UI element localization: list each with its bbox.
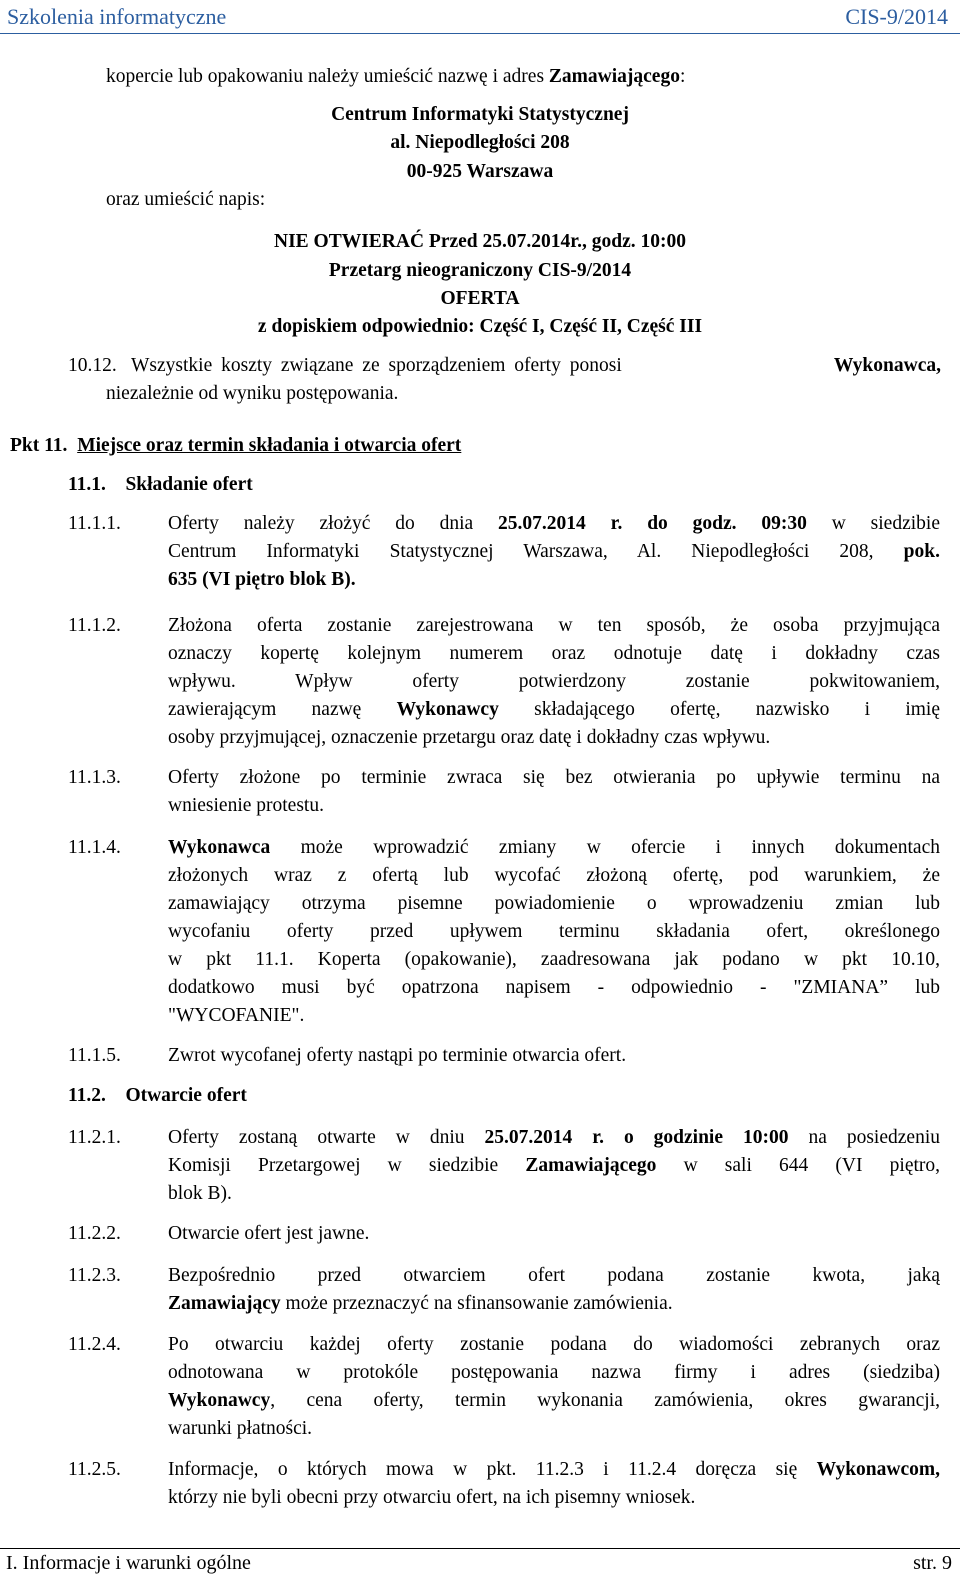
- item-line: Zwrot wycofanej oferty nastąpi po terminie otwarcia ofert.: [168, 1045, 627, 1066]
- item-line: blok B).: [168, 1183, 232, 1204]
- para-1012-line-1: Wszystkie koszty związane ze sporządzeniem oferty ponosi Wykonawca,: [131, 355, 941, 376]
- item-line: Oferty złożone po terminie zwraca się bez otwierania po upływie terminu na: [168, 767, 940, 788]
- item-number: 11.2.2.: [68, 1223, 121, 1244]
- item-text: [168, 612, 940, 752]
- item-line: osoby przyjmującej, oznaczenie przetargu oraz datę i dokładny czas wpływu.: [168, 727, 771, 748]
- item-line: wycofaniu oferty przed upływem terminu składania ofert, określonego: [168, 921, 940, 942]
- header-doc-id: CIS-9/2014: [845, 4, 948, 29]
- item-number: 11.2.1.: [68, 1127, 121, 1148]
- item-number: 11.2.3.: [68, 1265, 121, 1286]
- item-line: Wykonawca może wprowadzić zmiany w ofercie i innych dokumentach: [168, 837, 940, 858]
- item-text: [168, 510, 940, 594]
- napis-line-4: z dopiskiem odpowiednio: Część I, Część II, Część III: [257, 316, 703, 337]
- item-text: [168, 764, 940, 820]
- item-line: wniesienie protestu.: [168, 795, 324, 816]
- item-line: wpływu. Wpływ oferty potwierdzony zostanie pokwitowaniem,: [168, 671, 940, 692]
- para-1012-line-2: niezależnie od wyniku postępowania.: [106, 383, 399, 404]
- item-line: Zamawiający może przeznaczyć na sfinansowanie zamówienia.: [168, 1293, 673, 1314]
- item-line: warunki płatności.: [168, 1418, 313, 1439]
- item-line: dodatkowo musi być opatrzona napisem - odpowiednio - "ZMIANA” lub: [168, 977, 940, 998]
- napis-line-2: Przetarg nieograniczony CIS-9/2014: [328, 260, 632, 281]
- item-text: [168, 1220, 940, 1248]
- napis-line-3: OFERTA: [440, 288, 520, 309]
- item-line: oznaczy kopertę kolejnym numerem oraz odnotuje datę i dokładny czas: [168, 643, 940, 664]
- item-line: Po otwarciu każdej oferty zostanie podana do wiadomości zebranych oraz: [168, 1334, 940, 1355]
- subsection-11-1: 11.1. Składanie ofert: [68, 474, 253, 495]
- item-number: 11.2.5.: [68, 1459, 121, 1480]
- item-line: w pkt 11.1. Koperta (opakowanie), zaadresowana jak podano w pkt 10.10,: [168, 949, 940, 970]
- header-rule: [0, 33, 960, 34]
- footer-section: I. Informacje i warunki ogólne: [6, 1552, 251, 1574]
- item-line: Centrum Informatyki Statystycznej Warszawa, Al. Niepodległości 208, pok.: [168, 541, 940, 562]
- item-line: złożonych wraz z ofertą lub wycofać złożoną ofertę, pod warunkiem, że: [168, 865, 940, 886]
- section-pkt11: Pkt 11. Miejsce oraz termin składania i otwarcia ofert: [10, 435, 462, 456]
- item-line: którzy nie byli obecni przy otwarciu ofert, na ich pisemny wniosek.: [168, 1487, 696, 1508]
- item-number: 11.1.5.: [68, 1045, 121, 1066]
- item-line: Oferty zostaną otwarte w dniu 25.07.2014 r. o godzinie 10:00 na posiedzeniu: [168, 1127, 940, 1148]
- item-text: [168, 1124, 940, 1208]
- item-number: 11.1.2.: [68, 615, 121, 636]
- item-line: Bezpośrednio przed otwarciem ofert podana zostanie kwota, jaką: [168, 1265, 940, 1286]
- item-line: Informacje, o których mowa w pkt. 11.2.3 i 11.2.4 doręcza się Wykonawcom,: [168, 1459, 940, 1480]
- item-line: Komisji Przetargowej w siedzibie Zamawiającego w sali 644 (VI piętro,: [168, 1155, 940, 1176]
- header-title: Szkolenia informatyczne: [7, 4, 227, 29]
- item-number: 11.1.4.: [68, 837, 121, 858]
- address-line-3: 00-925 Warszawa: [406, 161, 554, 182]
- page-header: [0, 0, 960, 36]
- footer-page-number: str. 9: [913, 1552, 952, 1574]
- intro-line: kopercie lub opakowaniu należy umieścić nazwę i adres Zamawiającego:: [106, 66, 686, 87]
- item-number: 11.2.4.: [68, 1334, 121, 1355]
- item-line: Złożona oferta zostanie zarejestrowana w ten sposób, że osoba przyjmująca: [168, 615, 940, 636]
- subsection-11-2: 11.2. Otwarcie ofert: [68, 1085, 247, 1106]
- para-1012-number: 10.12.: [68, 355, 117, 376]
- item-line: Otwarcie ofert jest jawne.: [168, 1223, 370, 1244]
- item-line: Oferty należy złożyć do dnia 25.07.2014 r. do godz. 09:30 w siedzibie: [168, 513, 940, 534]
- item-text: [168, 834, 940, 1030]
- item-line: zawierającym nazwę Wykonawcy składającego ofertę, nazwisko i imię: [168, 699, 940, 720]
- item-text: [168, 1456, 940, 1512]
- napis-line-1: NIE OTWIERAĆ Przed 25.07.2014r., godz. 10:00: [273, 231, 687, 252]
- item-line: zamawiający otrzyma pisemne powiadomienie o wprowadzeniu zmian lub: [168, 893, 940, 914]
- item-line: "WYCOFANIE".: [168, 1005, 305, 1026]
- item-text: [168, 1042, 940, 1070]
- item-line: Wykonawcy, cena oferty, termin wykonania zamówienia, okres gwarancji,: [168, 1390, 940, 1411]
- item-line: odnotowana w protokóle postępowania nazwa firmy i adres (siedziba): [168, 1362, 940, 1383]
- item-number: 11.1.1.: [68, 513, 121, 534]
- address-line-1: Centrum Informatyki Statystycznej: [331, 104, 629, 125]
- address-line-2: al. Niepodległości 208: [390, 132, 570, 153]
- item-text: [168, 1262, 940, 1318]
- napis-label: oraz umieścić napis:: [106, 189, 266, 210]
- item-line: 635 (VI piętro blok B).: [168, 569, 356, 590]
- item-number: 11.1.3.: [68, 767, 121, 788]
- footer-rule: [0, 1548, 960, 1549]
- item-text: [168, 1331, 940, 1443]
